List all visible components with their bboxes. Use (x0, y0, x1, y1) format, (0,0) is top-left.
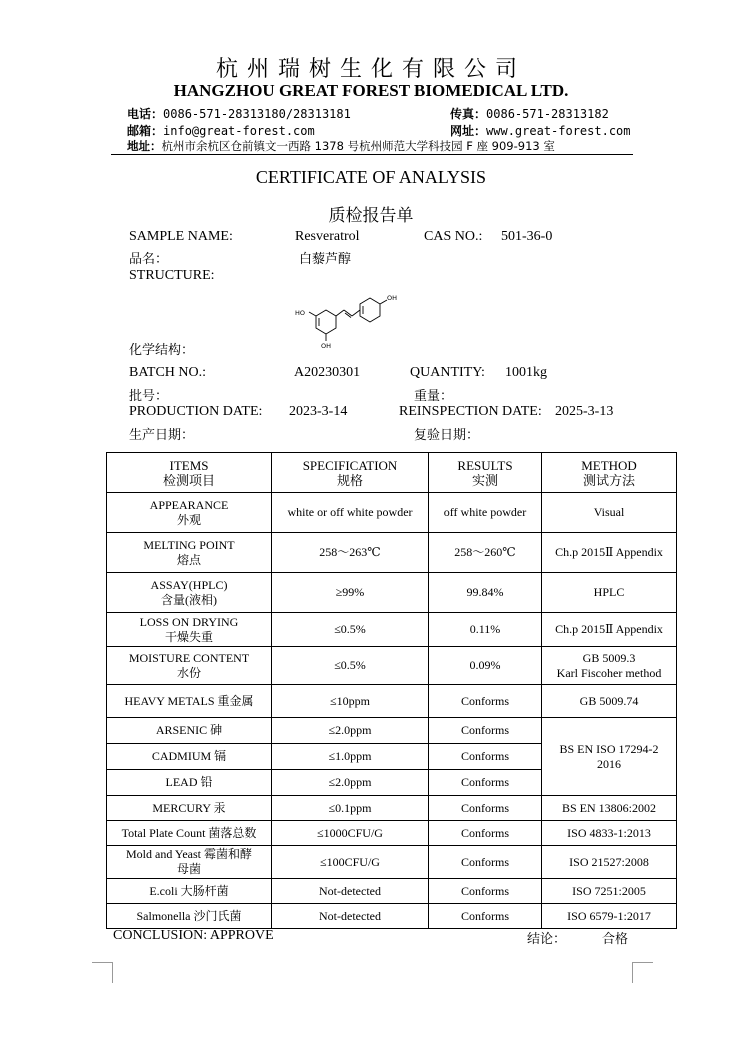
table-row (107, 647, 677, 685)
item-cell: HEAVY METALS 重金属 (107, 685, 272, 718)
email-label: 邮箱： (127, 124, 164, 138)
company-name-en: HANGZHOU GREAT FOREST BIOMEDICAL LTD. (173, 81, 569, 100)
table-row (107, 533, 677, 573)
table-row (107, 846, 677, 879)
table-header-row (107, 453, 677, 493)
table-row (107, 796, 677, 821)
item-cell: CADMIUM 镉 (107, 744, 272, 770)
item-cell: Total Plate Count 菌落总数 (107, 821, 272, 846)
item-cell: E.coli 大肠杆菌 (107, 879, 272, 904)
resveratrol-structure (290, 288, 405, 353)
quantity-value: 1001kg (505, 365, 547, 380)
conclusion-cn-value: 合格 (602, 932, 629, 947)
result-cell: Conforms (429, 879, 542, 904)
method-cell: GB 5009.3 Karl Fiscoher method (542, 647, 677, 685)
vinyl-bond-1 (336, 310, 344, 316)
production-date-value: 2023-3-14 (289, 404, 348, 419)
address-value: 杭州市余杭区仓前镇文一西路 1378 号杭州师范大学科技园 F 座 909-913 室 (161, 139, 555, 153)
item-cell: MELTING POINT 熔点 (107, 533, 272, 573)
table-row (107, 685, 677, 718)
company-name-cn: 杭州瑞树生化有限公司 (215, 57, 526, 82)
ho-label-left: HO (295, 309, 306, 317)
tel-label: 电话： (127, 107, 164, 121)
header-items: ITEMS 检测项目 (107, 453, 272, 493)
item-cell: LEAD 铅 (107, 770, 272, 796)
spec-cell: ≤0.5% (272, 647, 429, 685)
cas-value: 501-36-0 (501, 229, 553, 244)
result-cell: Conforms (429, 744, 542, 770)
reinspection-date-label: REINSPECTION DATE: (399, 404, 542, 419)
fax-line (450, 105, 609, 122)
oh-label-top: OH (387, 294, 398, 302)
item-cell: ARSENIC 砷 (107, 718, 272, 744)
batch-label: BATCH NO.: (129, 365, 207, 380)
web-label: 网址： (450, 124, 487, 138)
method-cell: Ch.p 2015Ⅱ Appendix (542, 613, 677, 647)
table-row (107, 493, 677, 533)
result-cell: Conforms (429, 846, 542, 879)
item-cell: Mold and Yeast 霉菌和酵 母菌 (107, 846, 272, 879)
result-cell: Conforms (429, 685, 542, 718)
method-cell: HPLC (542, 573, 677, 613)
item-cell: MERCURY 汞 (107, 796, 272, 821)
result-cell: Conforms (429, 770, 542, 796)
spec-cell: ≤100CFU/G (272, 846, 429, 879)
batch-cn-label: 批号： (129, 389, 169, 404)
method-cell: GB 5009.74 (542, 685, 677, 718)
method-cell: Visual (542, 493, 677, 533)
vinyl-bond-3 (352, 310, 360, 316)
reinspection-date-value: 2025-3-13 (555, 404, 614, 419)
method-cell: ISO 6579-1:2017 (542, 904, 677, 929)
spec-cell: white or off white powder (272, 493, 429, 533)
spec-cell: ≤0.1ppm (272, 796, 429, 821)
email-value: info@great-forest.com (163, 124, 315, 138)
spec-cell: ≤0.5% (272, 613, 429, 647)
tel-line (127, 105, 351, 122)
table-row (107, 904, 677, 929)
table-row (107, 718, 677, 744)
method-cell: Ch.p 2015Ⅱ Appendix (542, 533, 677, 573)
document-title: CERTIFICATE OF ANALYSIS (255, 167, 487, 187)
conclusion-cn-label: 结论： (527, 932, 567, 947)
oh-label-bottom: OH (321, 342, 332, 350)
item-cell: MOISTURE CONTENT 水份 (107, 647, 272, 685)
sample-name-value: Resveratrol (295, 229, 360, 244)
item-cell: APPEARANCE 外观 (107, 493, 272, 533)
table-row (107, 821, 677, 846)
header-results: RESULTS 实测 (429, 453, 542, 493)
item-cell: ASSAY(HPLC) 含量(液相) (107, 573, 272, 613)
email-line (127, 122, 315, 139)
spec-cell: ≤1000CFU/G (272, 821, 429, 846)
address-line (127, 138, 555, 154)
result-cell: 0.11% (429, 613, 542, 647)
structure-cn-label: 化学结构： (129, 343, 195, 358)
quantity-label: QUANTITY: (410, 365, 485, 380)
table-row (107, 573, 677, 613)
item-cell: Salmonella 沙门氏菌 (107, 904, 272, 929)
method-cell: ISO 7251:2005 (542, 879, 677, 904)
method-cell: BS EN 13806:2002 (542, 796, 677, 821)
document-title-cn: 质检报告单 (328, 206, 414, 226)
spec-cell: ≤2.0ppm (272, 770, 429, 796)
production-date-cn-label: 生产日期： (129, 428, 195, 443)
result-cell: Conforms (429, 718, 542, 744)
address-label: 地址： (127, 139, 162, 153)
web-value: www.great-forest.com (486, 124, 631, 138)
vinyl-double-bond (345, 313, 351, 318)
spec-cell: Not-detected (272, 904, 429, 929)
page-corner-mark-left (92, 962, 113, 983)
spec-cell: ≤1.0ppm (272, 744, 429, 770)
web-line (450, 122, 631, 139)
production-date-label: PRODUCTION DATE: (129, 404, 263, 419)
method-cell: ISO 4833-1:2013 (542, 821, 677, 846)
item-cell: LOSS ON DRYING 干燥失重 (107, 613, 272, 647)
result-cell: Conforms (429, 796, 542, 821)
fax-label: 传真： (450, 107, 487, 121)
sample-name-label: SAMPLE NAME: (129, 229, 233, 244)
spec-cell: ≤2.0ppm (272, 718, 429, 744)
spec-cell: 258～263℃ (272, 533, 429, 573)
oh-bond-top (380, 300, 387, 304)
table-row (107, 879, 677, 904)
reinspection-date-cn-label: 复验日期： (414, 428, 480, 443)
spec-cell: Not-detected (272, 879, 429, 904)
spec-cell: ≥99% (272, 573, 429, 613)
fax-value: 0086-571-28313182 (486, 107, 609, 121)
coa-table (106, 452, 677, 929)
sample-name-cn-label: 品名： (129, 252, 169, 267)
header-method: METHOD 测试方法 (542, 453, 677, 493)
table-row (107, 613, 677, 647)
batch-value: A20230301 (294, 365, 361, 380)
method-cell: BS EN ISO 17294-2 2016 (542, 718, 677, 796)
header-specification: SPECIFICATION 规格 (272, 453, 429, 493)
result-cell: 0.09% (429, 647, 542, 685)
spec-cell: ≤10ppm (272, 685, 429, 718)
quantity-cn-label: 重量： (414, 389, 454, 404)
sample-name-cn-value: 白藜芦醇 (299, 252, 352, 267)
result-cell: off white powder (429, 493, 542, 533)
cas-label: CAS NO.: (424, 229, 483, 244)
header-divider (111, 154, 633, 155)
result-cell: Conforms (429, 821, 542, 846)
ho-bond-left (309, 312, 316, 316)
result-cell: Conforms (429, 904, 542, 929)
result-cell: 258～260℃ (429, 533, 542, 573)
conclusion-label: CONCLUSION: APPROVE (113, 928, 274, 943)
tel-value: 0086-571-28313180/28313181 (163, 107, 351, 121)
result-cell: 99.84% (429, 573, 542, 613)
page-corner-mark-right (632, 962, 653, 983)
structure-label: STRUCTURE: (129, 268, 215, 283)
method-cell: ISO 21527:2008 (542, 846, 677, 879)
